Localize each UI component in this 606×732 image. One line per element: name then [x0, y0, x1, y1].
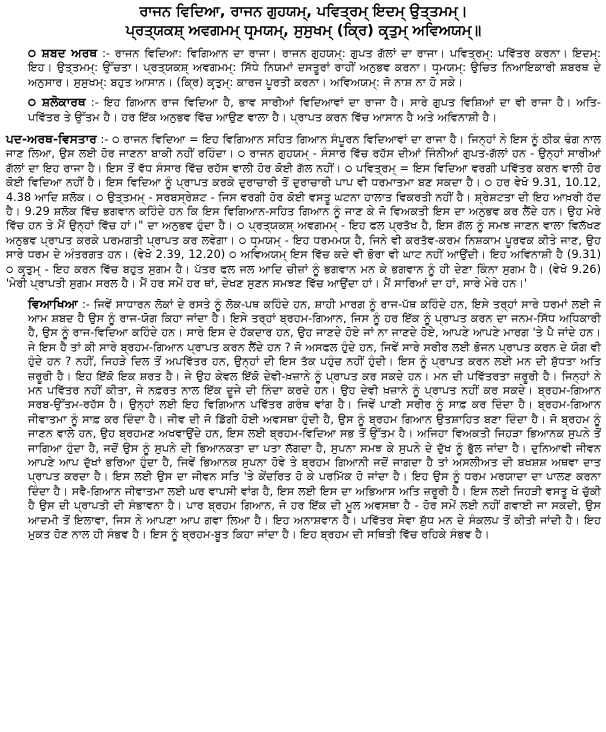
shlokarth-text: :- ਇਹ ਗਿਆਨ ਰਾਜ ਵਿਦਿਆ ਹੈ, ਭਾਵ ਸਾਰੀਆਂ ਵਿਦਿਆਵਾਂ ਦਾ ਰਾਜਾ ਹੈ। ਸਾਰੇ ਗੁਪਤ ਵਿਸ਼ਿਆਂ ਦਾ ਵੀ ਰਾਜਾ ਹੈ। ਅਤਿ-ਪਵਿੱਤਰ ਤੇ ਉੱਤਮ ਹੈ। ਹਰ ਇੱਕ ਅਨੁਭਵ ਵਿੱਚ ਆਉਣ ਵਾਲਾ ਹੈ। ਪ੍ਰਾਪਤ ਕਰਨ ਵਿੱਚ ਆਸਾਨ ਹੈ ਅਤੇ ਅਵਿਨਾਸ਼ੀ ਹੈ।: [28, 96, 601, 124]
shabad-arth-text: :- ਰਾਜਨ ਵਿਦਿਆ: ਵਿਗਿਆਨ ਦਾ ਰਾਜਾ। ਰਾਜਨ ਗੁਹਯਮ੍: ਗੁਪਤ ਗੱਲਾਂ ਦਾ ਰਾਜਾ। ਪਵਿਤ੍ਰਮ੍: ਪਵਿੱਤਰ ਕਰਨਾ। ਇਦਮ੍: ਇਹ। ਉਤ੍ਤਮਮ੍: ਉੱਚਤਾ। ਪ੍ਰਤ੍ਯਕਸ਼੍ ਅਵਗਮਮ੍: ਸਿੱਧੇ ਨਿਯਮਾਂ ਦਸਤੂਰਾਂ ਰਾਹੀਂ ਅਨੁਭਵ ਕਰਨਾ। ਧਰ੍ਮਯਮ੍: ਉਚਿਤ ਨਿਆਇਕਾਰੀ ਸ਼ਬਰਥ ਦੇ ਅਨੁਸਾਰ। ਸੁਸੁਖਮ੍: ਬਹੁਤ ਆਸਾਨ। (ਕ੍ਰਿ) ਕਰ੍ਤੁਮ੍: ਕਾਰਜ ਪੂਰਤੀ ਕਰਨਾ। ਅਵਿਅਯਮ੍: ਜੋ ਨਾਸ਼ ਨਾ ਹੋ ਸਕੇ।: [28, 47, 602, 89]
pad-arth-text: :- ੦ ਰਾਜਨ ਵਿਦਿਆ = ਇਹ ਵਿਗਿਆਨ ਸਹਿਤ ਗਿਆਨ ਸੰਪੂਰਨ ਵਿਦਿਆਵਾਂ ਦਾ ਰਾਜਾ ਹੈ। ਜਿਨ੍ਹਾਂ ਨੇ ਇਸ ਨੂੰ ਠੀਕ ਢੰਗ ਨਾਲ ਜਾਣ ਲਿਆ, ਉਸ ਲਈ ਹੋਰ ਜਾਣਨਾ ਬਾਕੀ ਨਹੀਂ ਰਹਿੰਦਾ। ੦ ਰਾਜਨ ਗੁਹਯਮ੍ - ਸੰਸਾਰ ਵਿੱਚ ਰਹੱਸ ਦੀਆਂ ਜਿੰਨੀਆਂ ਗੁਪਤ-ਗੱਲਾਂ ਹਨ - ਉਨ੍ਹਾਂ ਸਾਰੀਆਂ ਗੱਲਾਂ ਦਾ ਇਹ ਰਾਜਾ ਹੈ। ਇਸ ਤੋਂ ਵੱਧ ਸੰਸਾਰ ਵਿੱਚ ਰਹੱਸ ਵਾਲੀ ਹੋਰ ਕੋਈ ਗੱਲ ਨਹੀਂ। ੦ ਪਵਿਤ੍ਰਮ੍ = ਇਸ ਵਿਦਿਆ ਵਰਗੀ ਪਵਿੱਤਰ ਕਰਨ ਵਾਲੀ ਹੋਰ ਕੋਈ ਵਿਦਿਆ ਨਹੀਂ ਹੈ। ਇਸ ਵਿਦਿਆ ਨੂੰ ਪ੍ਰਾਪਤ ਕਰਕੇ ਦੁਰਾਚਾਰੀ ਤੋਂ ਦੁਰਾਚਾਰੀ ਪਾਪ ਵੀ ਧਰਮਾਤਮਾ ਬਣ ਸਕਦਾ ਹੈ। ੦ ਹਰ ਵੇਖੋ 9.31, 10.12, 4.38 ਆਦਿ ਸ਼ਲੋਕ। ੦ ਉਤ੍ਤਮਮ੍ - ਸਰਬਸ੍ਰੇਸ਼ਟ - ਜਿਸ ਵਰਗੀ ਹੋਰ ਕੋਈ ਵਸਤੂ ਘਟਨਾ ਹਾਲਾਤ ਵਿਕਰਤੀ ਨਹੀਂ ਹੈ। ਸ਼੍ਰੇਸ਼ਟਤਾ ਦੀ ਇਹ ਆਖ਼ਰੀ ਹੱਦ ਹੈ। 9.29 ਸ਼ਲੋਕ ਵਿੱਚ ਭਗਵਾਨ ਕਹਿੰਦੇ ਹਨ ਕਿ ਇਸ ਵਿਗਿਆਨ-ਸਹਿਤ ਗਿਆਨ ਨੂੰ ਜਾਣ ਕੇ ਜੋ ਵਿਅਕਤੀ ਇਸ ਦਾ ਅਨੁਭਵ ਕਰ ਲੈਂਦੇ ਹਨ। ਉਹ ਮੇਰੇ ਵਿੱਚ ਹਨ ਤੇ ਮੈਂ ਉਨ੍ਹਾਂ ਵਿੱਚ ਹਾਂ।" ਦਾ ਅਨੁਭਵ ਹੁੰਦਾ ਹੈ। ੦ ਪ੍ਰਤ੍ਯਕਸ਼੍ ਅਵਗਮਮ੍ - ਇਹ ਫਲ ਪ੍ਰਤੱਖ ਹੈ, ਇਸ ਗੱਲ ਨੂੰ ਸਮਝ ਜਾਣਨ ਵਾਲਾ ਵਿਲੱਖਣ ਅਨੁਭਵ ਪ੍ਰਾਪਤ ਕਰਕੇ ਪਰਮਗਤੀ ਪ੍ਰਾਪਤ ਕਰ ਲਵੇਗਾ। ੦ ਧਰ੍ਮਯਮ੍ - ਇਹ ਧਰਮਮਯ ਹੈ, ਜਿਨੇ ਵੀ ਕਰਤੱਵ-ਕਰਮ ਨਿਸ਼ਕਾਮ ਪੂਰਵਕ ਕੀਤੇ ਜਾਣ, ਉਹ ਸਾਰੇ ਧਰਮ ਦੇ ਅੰਤਰਗਤ ਹਨ। (ਵੇਖੋ 2.39, 12.20) ੦ ਅਵਿਅਯਮ੍ ਇਸ ਵਿੱਚ ਕਦੇ ਵੀ ਭੋਰਾ ਵੀ ਘਾਟ ਨਹੀਂ ਆਉਂਦੀ। ਇਹ ਅਵਿਨਾਸ਼ੀ ਹੈ (9.31) ੦ ਕਰ੍ਤੁਮ੍ - ਇਹ ਕਰਨ ਵਿੱਚ ਬਹੁਤ ਸੁਗਮ ਹੈ। ਪੱਤਰ ਫਲ ਜਲ ਆਦਿ ਚੀਜ਼ਾਂ ਨੂੰ ਭਗਵਾਨ ਮਨ ਕੇ ਭਗਵਾਨ ਨੂੰ ਹੀ ਦੇਣਾ ਕਿੰਨਾ ਸੁਗਮ ਹੈ। (ਵੇਖੋ 9.26) 'ਮੇਰੀ ਪ੍ਰਾਪਤੀ ਸੁਗਮ ਸਰਲ ਹੈ। ਮੈਂ ਹਰ ਸਮੇਂ ਹਰ ਥਾਂ, ਦੇਖਣ ਸੁਣਨ ਸਮਝਣ ਵਿੱਚ ਆਉਂਦਾ ਹਾਂ। ਮੈਂ ਸਾਰਿਆਂ ਦਾ ਹਾਂ, ਸਾਰੇ ਮੇਰੇ ਹਨ।': [6, 133, 601, 291]
viakhia-paragraph: [6, 297, 601, 543]
shlokarth-paragraph: [6, 95, 601, 125]
verse-line-1: ਰਾਜਨ ਵਿਦਿਆ, ਰਾਜਨ ਗੁਹਯਮ੍, ਪਵਿਤ੍ਰਮ੍ ਇਦਮ੍ ਉਤ੍ਤਮਮ੍।: [139, 4, 468, 20]
viakhia-heading: ਵਿਆਖਿਆ: [28, 296, 78, 311]
viakhia-text: :- ਜਿਵੇਂ ਸਾਧਾਰਨ ਲੋਕਾਂ ਦੇ ਰਸਤੇ ਨੂੰ ਲੋਕ-ਪਥ ਕਹਿੰਦੇ ਹਨ, ਸ਼ਾਹੀ ਮਾਰਗ ਨੂੰ ਰਾਜ-ਪੱਥ ਕਹਿੰਦੇ ਹਨ, ਇਸੇ ਤਰ੍ਹਾਂ ਸਾਰੇ ਧਰਮਾਂ ਲਈ ਜੋ ਆਮ ਸ਼ਬਦ ਹੈ ਉਸ ਨੂੰ ਰਾਜ-ਯੋਗ ਕਿਹਾ ਜਾਂਦਾ ਹੈ। ਇਸੇ ਤਰ੍ਹਾਂ ਬ੍ਰਹਮ-ਗਿਆਨ, ਜਿਸ ਨੂੰ ਹਰ ਇੱਕ ਨੂੰ ਪ੍ਰਾਪਤ ਕਰਨ ਦਾ ਜਨਮ-ਸਿੱਧ ਅਧਿਕਾਰੀ ਹੈ, ਉਸ ਨੂੰ ਰਾਜ-ਵਿਦਿਆ ਕਹਿੰਦੇ ਹਨ। ਸਾਰੇ ਇਸ ਦੇ ਹੱਕਦਾਰ ਹਨ, ਉਹ ਜਾਣਦੇ ਹੋਏ ਜਾਂ ਨਾ ਜਾਣਦੇ ਹੋਏ, ਆਪਣੇ ਆਪਣੇ ਮਾਰਗ 'ਤੇ ਪੈ ਜਾਂਦੇ ਹਨ। ਜੇ ਇਸ ਹੈ ਤਾਂ ਕੀ ਸਾਰੇ ਬ੍ਰਹਮ-ਗਿਆਨ ਪ੍ਰਾਪਤ ਕਰਨ ਲੈਂਦੇ ਹਨ ? ਜੋ ਅਸਫਲ ਹੁੰਦੇ ਹਨ, ਜਿਵੇਂ ਸਾਰੇ ਸਰੀਰ ਲਈ ਭੋਜਨ ਪ੍ਰਾਪਤ ਕਰਨ ਦੇ ਯੋਗ ਵੀ ਹੁੰਦੇ ਹਨ ? ਨਹੀਂ, ਜਿਹੜੇ ਦਿਲ ਤੋਂ ਅਪਵਿੱਤਰ ਹਨ, ਉਨ੍ਹਾਂ ਦੀ ਇਸ ਤੱਕ ਪਹੁੰਚ ਨਹੀਂ ਹੁੰਦੀ। ਇਸ ਨੂੰ ਪ੍ਰਾਪਤ ਕਰਨ ਲਈ ਮਨ ਦੀ ਸ਼ੁੱਧਤਾ ਅਤਿ ਜ਼ਰੂਰੀ ਹੈ। ਇਹ ਇੱਕੋ ਇਕ ਸ਼ਰਤ ਹੈ। ਜੇ ਉਹ ਕੇਵਲ ਇੱਕੋ ਦੇਵੀ-ਖ਼ਜ਼ਾਨੇ ਨੂੰ ਪ੍ਰਾਪਤ ਕਰ ਸਕਦੇ ਹਨ। ਮਨ ਦੀ ਪਵਿੱਤਰਤਾ ਜ਼ਰੂਰੀ ਹੈ। ਜਿਨ੍ਹਾਂ ਨੇ ਮਨ ਪਵਿੱਤਰ ਨਹੀਂ ਕੀਤਾ, ਜੇ ਨਫ਼ਰਤ ਨਾਲ ਇੱਕ ਦੂਜੇ ਦੀ ਨਿੰਦਾ ਕਰਦੇ ਹਨ। ਉਹ ਦੇਵੀ ਖ਼ਜ਼ਾਨੇ ਨੂੰ ਪ੍ਰਾਪਤ ਨਹੀਂ ਕਰ ਸਕਦੇ। ਬ੍ਰਹਮ-ਗਿਆਨ ਸਰਬ-ਉੱਤਮ-ਰਹੱਸ ਹੈ। ਉਨ੍ਹਾਂ ਲਈ ਇਹ ਵਿਗਿਆਨ ਪਵਿੱਤਰ ਗਰੰਥ ਵਾਂਗ ਹੈ। ਜਿਵੇਂ ਪਾਣੀ ਸਰੀਰ ਨੂੰ ਸਾਫ਼ ਕਰ ਦਿੰਦਾ ਹੈ। ਬ੍ਰਹਮ-ਗਿਆਨ ਜੀਵਾਤਮਾ ਨੂੰ ਸਾਫ਼ ਕਰ ਦਿੰਦਾ ਹੈ। ਜੀਵ ਦੀ ਜੋ ਡਿੱਗੀ ਹੋਈ ਅਵਸਥਾ ਹੁੰਦੀ ਹੈ, ਉਸ ਨੂੰ ਬ੍ਰਹਮ ਗਿਆਨ ਉਤਸ਼ਾਹਿਤ ਬਣਾ ਦਿੰਦਾ ਹੈ। ਜੋ ਬ੍ਰਹਮ ਨੂੰ ਜਾਣਨ ਵਾਲੇ ਹਨ, ਉਹ ਬ੍ਰਹਮਣ ਅਖਵਾਉਂਦੇ ਹਨ, ਇਸ ਲਈ ਬ੍ਰਹਮ-ਵਿਦਿਆ ਸਭ ਤੋਂ ਉੱਤਮ ਹੈ। ਅਜਿਹਾ ਵਿਅਕਤੀ ਜਿਹੜਾ ਭਿਆਨਕ ਸੁਪਨੇ ਤੋਂ ਜਾਗਿਆ ਹੁੰਦਾ ਹੈ, ਜਦੋਂ ਉਸ ਨੂੰ ਸੁਪਨੇ ਦੀ ਭਿਆਨਕਤਾ ਦਾ ਪਤਾ ਲੱਗਦਾ ਹੈ, ਸੁਪਨਾ ਸਮਝ ਕੇ ਸੁਪਨੇ ਦੇ ਦੁੱਖ ਨੂੰ ਭੁੱਲ ਜਾਂਦਾ ਹੈ। ਦੁਨਿਆਵੀ ਜੀਵਨ ਆਪਣੇ ਆਪ ਦੁੱਖਾਂ ਭਰਿਆ ਹੁੰਦਾ ਹੈ, ਜਿਵੇਂ ਭਿਆਨਕ ਸੁਪਨਾ ਹੋਵੇ ਤੇ ਬ੍ਰਹਮ ਗਿਆਨੀ ਜਦੋਂ ਜਾਗਦਾ ਹੈ ਤਾਂ ਅਸਲੀਅਤ ਦੀ ਬਖਸ਼ਸ਼ ਅਥਵਾ ਦਾਤ ਪ੍ਰਾਪਤ ਕਰਦਾ ਹੈ। ਇਸ ਲਈ ਉਸ ਦਾ ਜੀਵਨ ਸਤਿ 'ਤੇ ਕੇਂਦਰਿਤ ਹੋ ਕੇ ਪਰਮਿੱਕ ਹੋ ਜਾਂਦਾ ਹੈ। ਇਹ ਉਸ ਨੂੰ ਧਰਮ ਮਰਯਾਦਾ ਦਾ ਪਾਲਣ ਕਰਨਾ ਦਿੰਦਾ ਹੈ। ਸਵੈ-ਗਿਆਨ ਜੀਵਾਤਮਾ ਲਈ ਘਰ ਵਾਪਸੀ ਵਾਂਗ ਹੈ, ਇਸ ਲਈ ਇਸ ਦਾ ਅਭਿਆਸ ਅਤਿ ਜ਼ਰੂਰੀ ਹੈ। ਇਸ ਲਈ ਜਿਹੜੀ ਵਸਤੂ ਖੋ ਚੁੱਕੀ ਹੈ ਉਸ ਦੀ ਪ੍ਰਾਪਤੀ ਦੀ ਸੰਭਾਵਨਾ ਹੈ। ਪਾਰ ਬ੍ਰਹਮ ਗਿਆਨ, ਜੋ ਹਰ ਇੱਕ ਦੀ ਮੂਲ ਅਵਸਥਾ ਹੈ - ਹੋਰ ਸਮੇਂ ਲਈ ਨਹੀਂ ਗਵਾਈ ਜਾ ਸਕਦੀ, ਉਸ ਆਦਮੀ ਤੋਂ ਇਲਾਵਾ, ਜਿਸ ਨੇ ਆਪਣਾ ਆਪ ਗਵਾ ਲਿਆ ਹੈ। ਇਹ ਅਨਾਸ਼ਵਾਨ ਹੈ। ਪਵਿੱਤਰ ਸੇਵਾ ਸ਼ੁੱਧ ਮਨ ਦੇ ਸੰਕਲਪ ਤੋਂ ਕੀਤੀ ਜਾਂਦੀ ਹੈ। ਇਹ ਮੁਕਤ ਹੋਣ ਨਾਲ ਹੀ ਸੰਭਵ ਹੈ। ਇਸ ਨੂੰ ਬ੍ਰਹਮ-ਬੂਤ ਕਿਹਾ ਜਾਂਦਾ ਹੈ। ਇਹ ਬ੍ਰਹਮ ਦੀ ਸਥਿਤੀ ਵਿੱਚ ਰਹਿਕੇ ਸੰਭਵ ਹੈ।: [28, 297, 601, 541]
verse-line-2: ਪ੍ਰਤ੍ਯਕਸ਼੍ ਅਵਗਮਮ੍ ਧਰ੍ਮਯਮ੍, ਸੁਸੁਖਮ੍ (ਕ੍ਰਿ) ਕਰ੍ਤੁਮ੍ ਅਵਿਅਯਮ੍॥: [125, 23, 482, 39]
pad-arth-heading: ਪਦ-ਅਰਥ-ਵਿਸਤਾਰ: [6, 132, 97, 147]
shabad-arth-paragraph: [6, 46, 601, 90]
shabad-arth-heading: ੦ ਸ਼ਬਦ ਅਰਥ: [28, 46, 98, 60]
pad-arth-paragraph: [6, 132, 601, 291]
shlokarth-heading: ੦ ਸ਼ਲੋਕਾਰਥ: [28, 95, 86, 110]
